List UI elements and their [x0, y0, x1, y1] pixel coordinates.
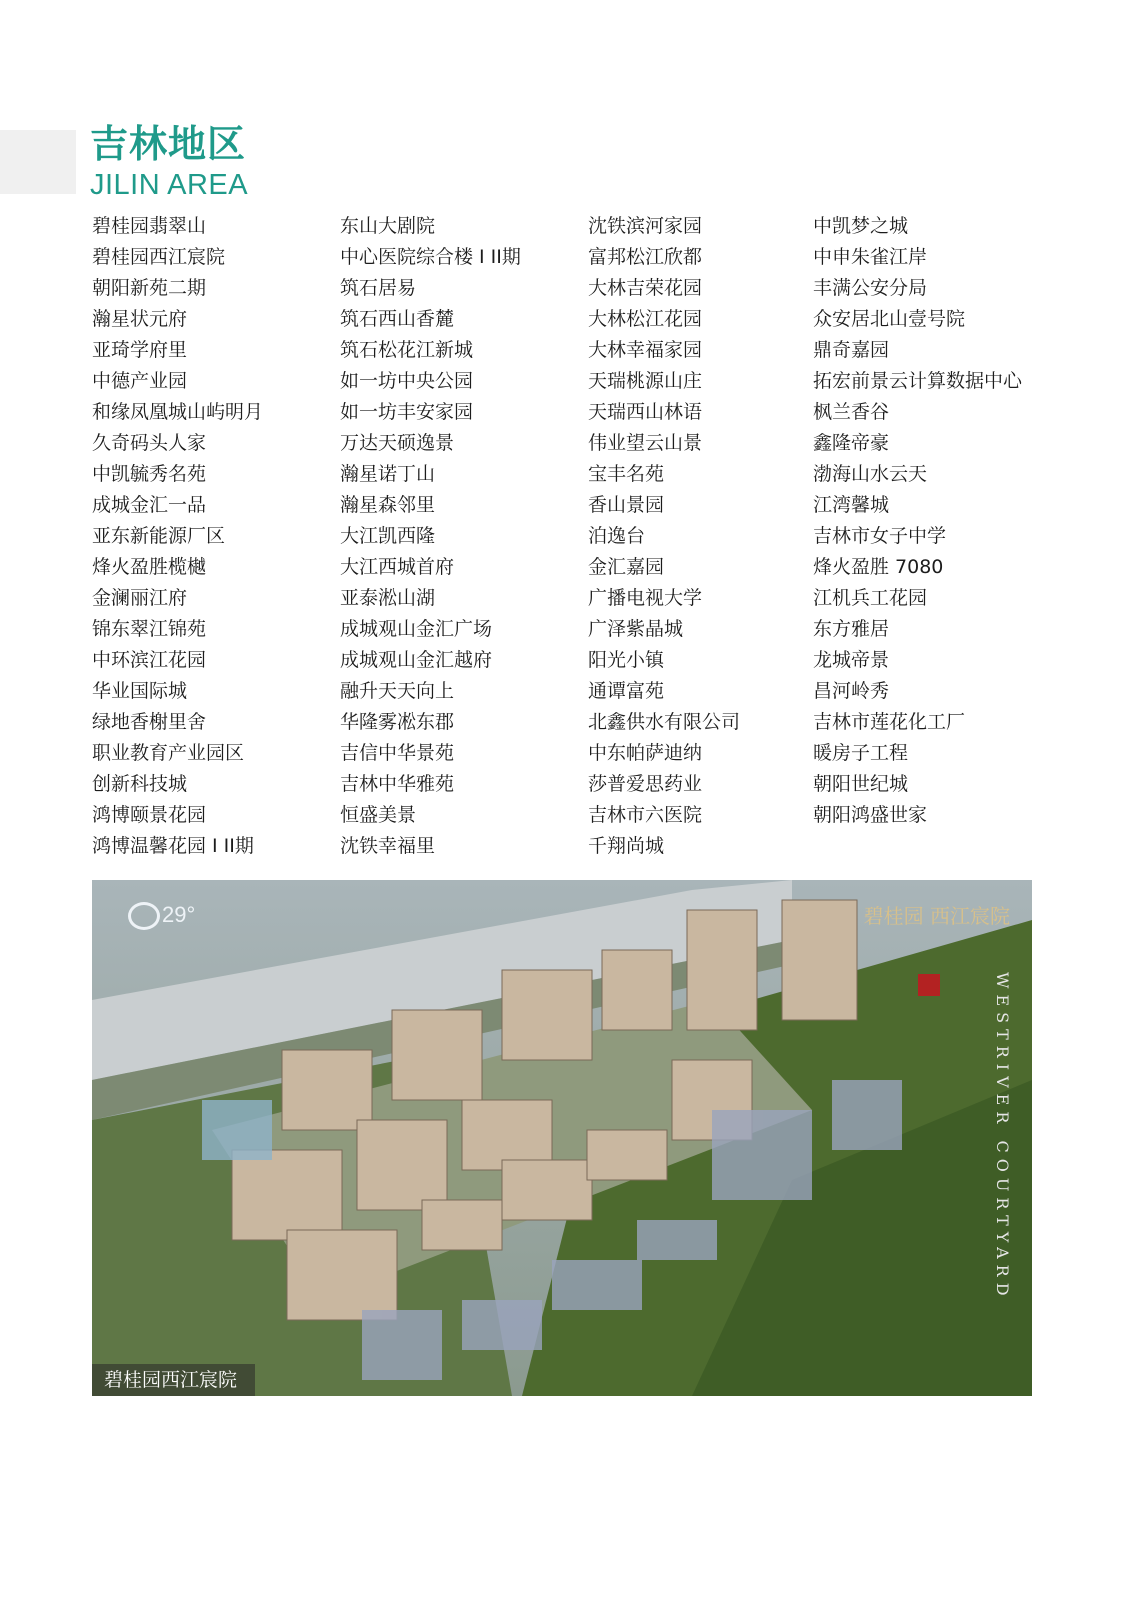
project-list-column-2 [340, 211, 521, 862]
project-name: 筑石居易 [340, 277, 417, 299]
project-name: 万达天硕逸景 [340, 432, 455, 454]
project-name: 大林松江花园 [588, 308, 703, 330]
project-name: 伟业望云山景 [588, 432, 703, 454]
project-name: 江机兵工花园 [813, 587, 928, 609]
project-name: 烽火盈胜 7080 [813, 556, 944, 578]
project-list-column-3 [588, 211, 740, 862]
project-name: 锦东翠江锦苑 [92, 618, 207, 640]
project-name: 龙城帝景 [813, 649, 890, 671]
project-name: 东山大剧院 [340, 215, 436, 237]
project-name: 沈铁滨河家园 [588, 215, 703, 237]
project-name: 碧桂园翡翠山 [92, 215, 207, 237]
brand-logo [128, 902, 160, 930]
project-name: 中心医院综合楼 I II期 [340, 246, 521, 268]
project-name: 东方雅居 [813, 618, 890, 640]
project-name: 沈铁幸福里 [340, 835, 436, 857]
project-name: 宝丰名苑 [588, 463, 665, 485]
project-name: 中凯梦之城 [813, 215, 909, 237]
project-name: 鸿博温馨花园 I II期 [92, 835, 254, 857]
project-name: 江湾馨城 [813, 494, 890, 516]
project-name: 亚东新能源厂区 [92, 525, 226, 547]
project-name: 千翔尚城 [588, 835, 665, 857]
project-name: 恒盛美景 [340, 804, 417, 826]
project-name: 中申朱雀江岸 [813, 246, 928, 268]
project-name: 和缘凤凰城山屿明月 [92, 401, 264, 423]
project-name: 如一坊丰安家园 [340, 401, 474, 423]
project-name: 吉林市女子中学 [813, 525, 947, 547]
project-list-column-4 [813, 211, 1022, 831]
project-name: 久奇码头人家 [92, 432, 207, 454]
project-name: 天瑞桃源山庄 [588, 370, 703, 392]
project-name: 广播电视大学 [588, 587, 703, 609]
project-name: 烽火盈胜榄樾 [92, 556, 207, 578]
project-name: 成城观山金汇广场 [340, 618, 493, 640]
project-name: 亚琦学府里 [92, 339, 188, 361]
page-title: 吉林地区 [90, 122, 247, 166]
project-name: 莎普爱思药业 [588, 773, 703, 795]
project-name: 华业国际城 [92, 680, 188, 702]
project-name: 瀚星诺丁山 [340, 463, 436, 485]
project-name: 融升天天向上 [340, 680, 455, 702]
project-name: 中东帕萨迪纳 [588, 742, 703, 764]
project-name: 成城观山金汇越府 [340, 649, 493, 671]
project-watermark: 碧桂园 西江宸院 [863, 904, 1010, 928]
project-name: 鼎奇嘉园 [813, 339, 890, 361]
project-name: 创新科技城 [92, 773, 188, 795]
project-name: 职业教育产业园区 [92, 742, 245, 764]
project-name: 泊逸台 [588, 525, 646, 547]
project-name: 阳光小镇 [588, 649, 665, 671]
header-accent-block [0, 130, 76, 194]
project-name: 大江凯西隆 [340, 525, 436, 547]
project-name: 瀚星森邻里 [340, 494, 436, 516]
project-name: 朝阳世纪城 [813, 773, 909, 795]
project-name: 富邦松江欣都 [588, 246, 703, 268]
project-name: 金澜丽江府 [92, 587, 188, 609]
project-name: 香山景园 [588, 494, 665, 516]
project-name: 鑫隆帝豪 [813, 432, 890, 454]
project-name: 天瑞西山林语 [588, 401, 703, 423]
brand-mark: 29° [162, 902, 196, 927]
project-aerial-photo [92, 880, 1032, 1396]
aerial-rendering [92, 880, 1032, 1396]
project-name: 筑石西山香麓 [340, 308, 455, 330]
project-name: 昌河岭秀 [813, 680, 890, 702]
project-name: 中凯毓秀名苑 [92, 463, 207, 485]
project-name: 华隆雾凇东郡 [340, 711, 455, 733]
project-name: 亚泰淞山湖 [340, 587, 436, 609]
project-name: 暖房子工程 [813, 742, 909, 764]
project-name: 鸿博颐景花园 [92, 804, 207, 826]
photo-caption: 碧桂园西江宸院 [92, 1364, 255, 1396]
project-name: 瀚星状元府 [92, 308, 188, 330]
page-subtitle: JILIN AREA [90, 169, 249, 201]
project-name: 吉信中华景苑 [340, 742, 455, 764]
project-name: 丰满公安分局 [813, 277, 928, 299]
project-name: 中环滨江花园 [92, 649, 207, 671]
project-name: 成城金汇一品 [92, 494, 207, 516]
project-list-column-1 [92, 211, 263, 862]
project-name: 渤海山水云天 [813, 463, 928, 485]
seal-stamp [918, 974, 940, 996]
project-name: 大林幸福家园 [588, 339, 703, 361]
project-name: 通谭富苑 [588, 680, 665, 702]
project-name: 吉林市六医院 [588, 804, 703, 826]
project-name: 朝阳鸿盛世家 [813, 804, 928, 826]
project-name: 大林吉荣花园 [588, 277, 703, 299]
project-name: 众安居北山壹号院 [813, 308, 966, 330]
project-name: 金汇嘉园 [588, 556, 665, 578]
project-name: 朝阳新苑二期 [92, 277, 207, 299]
project-watermark-en: WESTRIVER COURTYARD [993, 972, 1012, 1302]
project-name: 筑石松花江新城 [340, 339, 474, 361]
project-name: 广泽紫晶城 [588, 618, 684, 640]
project-name: 吉林中华雅苑 [340, 773, 455, 795]
project-name: 大江西城首府 [340, 556, 455, 578]
project-name: 枫兰香谷 [813, 401, 890, 423]
project-name: 吉林市莲花化工厂 [813, 711, 966, 733]
project-name: 如一坊中央公园 [340, 370, 474, 392]
project-name: 北鑫供水有限公司 [588, 711, 741, 733]
project-name: 拓宏前景云计算数据中心 [813, 370, 1023, 392]
project-name: 中德产业园 [92, 370, 188, 392]
project-name: 碧桂园西江宸院 [92, 246, 226, 268]
project-name: 绿地香榭里舍 [92, 711, 207, 733]
